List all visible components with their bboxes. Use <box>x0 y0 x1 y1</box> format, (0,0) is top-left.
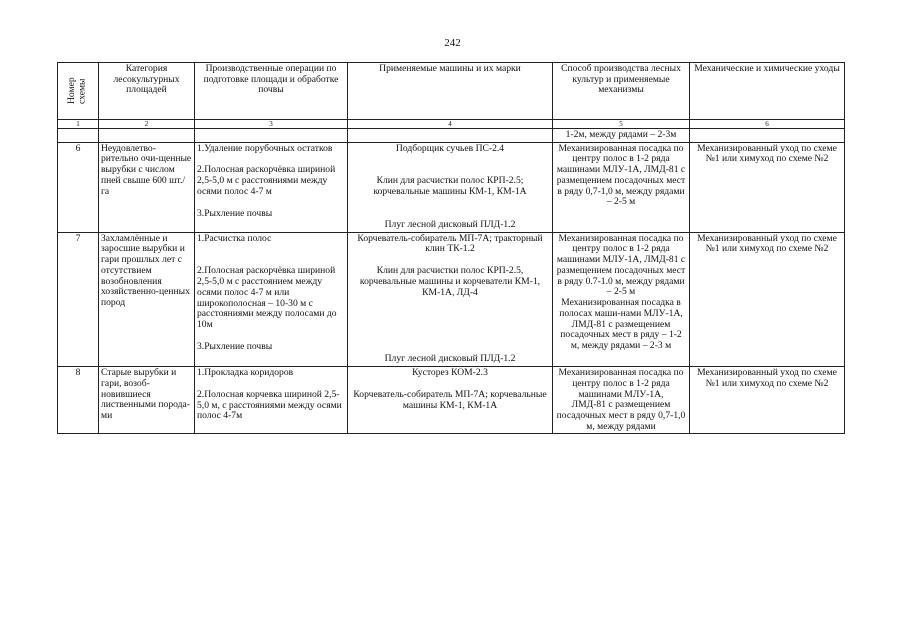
method-item: ЛМД-81 с размещением посадочных мест в ряду 0,7-1,0 м, между рядами <box>556 399 686 432</box>
header-operations: Производственные операции по подготовке площади и обработке почвы <box>195 63 348 120</box>
header-row <box>58 63 845 120</box>
method-item: Механизированная посадка по центру полос в 1-2 ряда машинами МЛУ-1А, ЛМД-81 с размещением посадочных мест в ряду 0.7-1.0 м, между рядами – 2-5 м <box>556 232 686 298</box>
operation-item: 3.Рыхление почвы <box>197 207 273 219</box>
area-category: Неудовлетво-рительно очи-щенные вырубки с числом пней свыше 600 шт./га <box>99 142 195 232</box>
method-cell <box>553 142 690 232</box>
forestry-scheme-table <box>57 62 845 434</box>
header-machines: Применяемые машины и их марки <box>348 63 553 120</box>
machine-item: Клин для расчистки полос КРП-2.5; корчевальные машины КМ-1, КМ-1А <box>373 175 527 198</box>
machine-item: Клин для расчистки полос КРП-2.5, корчевальные машины и корчеватели КМ-1, КМ-1А, ЛД-4 <box>359 265 541 298</box>
machine-item: Корчеватель-собиратель МП-7А; тракторный клин ТК-1.2 <box>357 232 543 255</box>
scheme-number: 7 <box>58 232 99 366</box>
scheme-number: 6 <box>58 142 99 232</box>
continuation-method: 1-2м, между рядами – 2-3м <box>553 129 690 143</box>
operations-cell <box>195 367 348 434</box>
operation-item: 2.Полосная раскорчёвка шириной 2,5-5,0 м с расстоянием между осями полос 4-7 м или широкополосная – 10-30 м с расстояниями между полосами до 10м <box>197 265 337 331</box>
page-number: 242 <box>444 37 461 49</box>
column-number: 2 <box>99 120 195 129</box>
header-care: Механические и химические уходы <box>690 63 845 120</box>
table-row <box>58 367 845 434</box>
method-cell <box>553 232 690 366</box>
machine-item: Плуг лесной дисковый ПЛД-1.2 <box>384 218 516 230</box>
operation-item: 2.Полосная раскорчёвка шириной 2,5-5,0 м с расстояниями между осями полос 4-7 м <box>197 164 336 197</box>
machines-cell <box>348 367 553 434</box>
column-number: 4 <box>348 120 553 129</box>
column-number-row <box>58 120 845 129</box>
care-cell: Механизированный уход по схеме №1 или химуход по схеме №2 <box>690 232 845 366</box>
continuation-row <box>58 129 845 143</box>
operation-item: 1.Прокладка коридоров <box>197 367 294 379</box>
header-methods: Способ производства лесных культур и применяемые механизмы <box>553 63 690 120</box>
column-number: 6 <box>690 120 845 129</box>
method-item: Механизированная посадка в полосах маши-нами МЛУ-1А, ЛМД-81 с размещением посадочных мест в ряду – 1-2 м, между рядами – 2-3 м <box>559 297 683 352</box>
method-cell <box>553 367 690 434</box>
machines-cell <box>348 142 553 232</box>
column-number: 3 <box>195 120 348 129</box>
machine-item: Подборщик сучьев ПС-2.4 <box>395 142 505 154</box>
table-row <box>58 232 845 366</box>
operations-cell <box>195 232 348 366</box>
operation-item: 3.Рыхление почвы <box>197 340 273 352</box>
column-number: 5 <box>553 120 690 129</box>
method-item: Механизированная посадка по центру полос в 1-2 ряда машинами МЛУ-1А, ЛМД-81 с размещением посадочных мест в ряду 0,7-1,0 м, между рядами – 2-5 м <box>556 142 686 208</box>
machine-item: Корчеватель-собиратель МП-7А; корчевальные машины КМ-1, КМ-1А <box>353 388 547 411</box>
header-category: Категория лесокультурных площадей <box>99 63 195 120</box>
header-scheme-number: Номер схемы <box>58 63 99 120</box>
area-category: Захламлённые и заросшие вырубки и гари прошлых лет с отсутствием возобновления хозяйственно-ценных пород <box>99 232 195 366</box>
operations-cell <box>195 142 348 232</box>
table-row <box>58 142 845 232</box>
operation-item: 1.Удаление порубочных остатков <box>197 142 333 154</box>
machine-item: Плуг лесной дисковый ПЛД-1.2 <box>384 353 516 365</box>
care-cell: Механизированный уход по схеме №1 или химуход по схеме №2 <box>690 367 845 434</box>
operation-item: 2.Полосная корчевка шириной 2,5-5,0 м, с расстояниями между осями полос 4-7м <box>197 388 342 422</box>
care-cell: Механизированный уход по схеме №1 или химуход по схеме №2 <box>690 142 845 232</box>
method-item: Механизированная посадка по центру полос в 1-2 ряда машинами МЛУ-1А, <box>558 367 684 400</box>
machine-item: Кусторез КОМ-2.3 <box>412 367 488 379</box>
scheme-number: 8 <box>58 367 99 434</box>
operation-item: 1.Расчистка полос <box>197 232 272 244</box>
column-number: 1 <box>58 120 99 129</box>
area-category: Старые вырубки и гари, возоб-новившиеся лиственными порода-ми <box>99 367 195 434</box>
machines-cell <box>348 232 553 366</box>
